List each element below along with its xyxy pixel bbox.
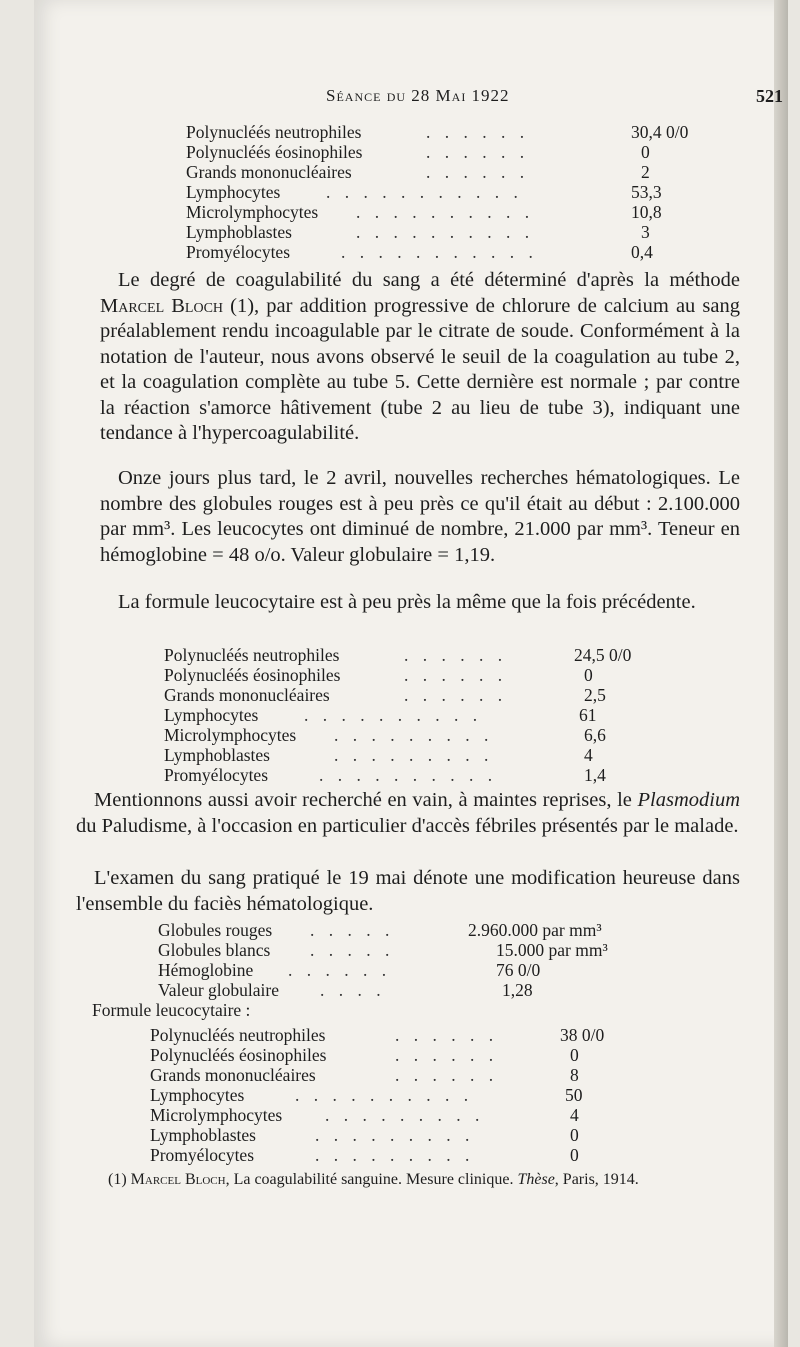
footnote-author: Marcel Bloch (130, 1171, 226, 1188)
page-edge (774, 0, 788, 1347)
leader-dots: . . . . . . . . . (315, 1145, 475, 1165)
leader-dots: . . . . (320, 980, 386, 1000)
leader-dots: . . . . . . (426, 122, 530, 142)
paragraph-formula-similar (100, 590, 740, 616)
cell-name: Promyélocytes (164, 765, 269, 785)
leader-dots: . . . . . . . . . . (319, 765, 498, 785)
cell-name: Globules rouges (158, 920, 273, 940)
leader-dots: . . . . . (310, 920, 395, 940)
leader-dots: . . . . . . . . . . . (326, 182, 523, 202)
leader-dots: . . . . . . (288, 960, 392, 980)
paragraph-plasmodium (76, 788, 740, 839)
cell-name: Grands mononucléaires (186, 162, 352, 182)
leader-dots: . . . . . . (404, 685, 508, 705)
leader-dots: . . . . . . . . . (334, 725, 494, 745)
cell-value: 2,5 (584, 685, 606, 705)
cell-value: 1,4 (584, 765, 606, 785)
cell-name: Microlymphocytes (186, 202, 319, 222)
cell-value: 3 (641, 222, 650, 242)
cell-value: 0 (584, 665, 593, 685)
leader-dots: . . . . . . . . . (334, 745, 494, 765)
cell-value: 15.000 par mm³ (496, 940, 608, 960)
footnote-text: , Paris, 1914. (554, 1171, 639, 1188)
running-title: Séance du 28 Mai 1922 (326, 86, 510, 105)
text: du Paludisme, à l'occasion en particulier d'accès fébriles présentés par le malade. (76, 814, 739, 837)
cell-name: Lymphoblastes (164, 745, 270, 765)
leader-dots: . . . . . . . . . . (304, 705, 483, 725)
leader-dots: . . . . . . (404, 645, 508, 665)
cell-value: 1,28 (502, 980, 533, 1000)
cell-name: Microlymphocytes (150, 1105, 283, 1125)
leader-dots: . . . . . . . . . . (356, 202, 535, 222)
cell-value: 0 (570, 1045, 579, 1065)
leader-dots: . . . . . . . . . . (295, 1085, 474, 1105)
cell-name: Microlymphocytes (164, 725, 297, 745)
cell-name: Polynucléés neutrophiles (186, 122, 362, 142)
author-name: Marcel Bloch (100, 294, 224, 317)
cell-name: Lymphocytes (186, 182, 281, 202)
footnote-italic: Thèse (517, 1171, 555, 1188)
cell-value: 24,5 0/0 (574, 645, 632, 665)
leader-dots: . . . . . . (395, 1045, 499, 1065)
cell-name: Polynucléés éosinophiles (186, 142, 363, 162)
leader-dots: . . . . . . (426, 162, 530, 182)
cell-value: 0 (641, 142, 650, 162)
cell-name: Promyélocytes (186, 242, 291, 262)
cell-value: 0,4 (631, 242, 653, 262)
cell-value: 38 0/0 (560, 1025, 605, 1045)
leader-dots: . . . . . . . . . . (356, 222, 535, 242)
cell-value: 61 (579, 705, 597, 725)
cell-name: Promyélocytes (150, 1145, 255, 1165)
page-number: 521 (756, 86, 783, 106)
cell-name: Lymphocytes (150, 1085, 245, 1105)
cell-name: Grands mononucléaires (150, 1065, 316, 1085)
leader-dots: . . . . . (310, 940, 395, 960)
text: (1), par addition progressive de chlorure de calcium au sang préalablement rendu incoagulable par le citrate de soude. Conformément à la notation de l'auteur, nous avons observé le seuil de la coagulation au tube 2, et la coagulation complète au tube 5. Cette dernière est normale ; par contre la réaction s'amorce hâtivement (tube 2 au lieu de tube 3), indiquant une tendance à l'hypercoagulabilité. (100, 294, 740, 444)
cell-name: Lymphocytes (164, 705, 259, 725)
formula-label: Formule leucocytaire : (92, 1000, 251, 1020)
footnote-marker: (1) (108, 1171, 127, 1188)
cell-value: 2 (641, 162, 650, 182)
cell-name: Valeur globulaire (158, 980, 279, 1000)
cell-name: Polynucléés neutrophiles (150, 1025, 326, 1045)
cell-value: 30,4 0/0 (631, 122, 689, 142)
text: La formule leucocytaire est à peu près la même que la fois précédente. (118, 591, 696, 613)
cell-name: Globules blancs (158, 940, 271, 960)
cell-name: Grands mononucléaires (164, 685, 330, 705)
text: L'examen du sang pratiqué le 19 mai dénote une modification heureuse dans l'ensemble du faciès hématologique. (76, 867, 740, 915)
cell-name: Lymphoblastes (150, 1125, 256, 1145)
cell-value: 4 (570, 1105, 579, 1125)
cell-value: 50 (565, 1085, 583, 1105)
leader-dots: . . . . . . (404, 665, 508, 685)
cell-value: 53,3 (631, 182, 662, 202)
formula-label-block (92, 1000, 250, 1020)
page-header (34, 78, 788, 108)
leader-dots: . . . . . . . . . (315, 1125, 475, 1145)
cell-name: Lymphoblastes (186, 222, 292, 242)
italic-term: Plasmodium (637, 789, 740, 811)
text: Mentionnons aussi avoir recherché en vain, à maintes reprises, le (94, 789, 638, 811)
leader-dots: . . . . . . . . . . . (341, 242, 538, 262)
cell-value: 2.960.000 par mm³ (468, 920, 602, 940)
footnote-text: , La coagulabilité sanguine. Mesure clinique. (225, 1171, 518, 1188)
text: Le degré de coagulabilité du sang a été déterminé d'après la méthode (118, 269, 740, 291)
paragraph-coagulability (100, 268, 740, 447)
leader-dots: . . . . . . (426, 142, 530, 162)
cell-value: 8 (570, 1065, 579, 1085)
leader-dots: . . . . . . . . . (325, 1105, 485, 1125)
paragraph-may-exam (76, 866, 740, 917)
cell-name: Polynucléés éosinophiles (164, 665, 341, 685)
book-page (34, 0, 788, 1347)
text: Onze jours plus tard, le 2 avril, nouvelles recherches hématologiques. Le nombre des globules rouges est à peu près ce qu'il était au début : 2.100.000 par mm³. Les leucocytes ont diminué de nombre, 21.000 par mm³. Teneur en hémoglobine = 48 o/o. Valeur globulaire = 1,19. (100, 467, 740, 566)
leader-dots: . . . . . . (395, 1065, 499, 1085)
footnote (108, 1170, 748, 1190)
cell-name: Hémoglobine (158, 960, 254, 980)
cell-value: 0 (570, 1145, 579, 1165)
cell-value: 76 0/0 (496, 960, 541, 980)
cell-value: 6,6 (584, 725, 606, 745)
cell-value: 0 (570, 1125, 579, 1145)
paragraph-april-results (100, 466, 740, 568)
cell-value: 4 (584, 745, 593, 765)
leader-dots: . . . . . . (395, 1025, 499, 1045)
cell-name: Polynucléés éosinophiles (150, 1045, 327, 1065)
cell-name: Polynucléés neutrophiles (164, 645, 340, 665)
cell-value: 10,8 (631, 202, 662, 222)
